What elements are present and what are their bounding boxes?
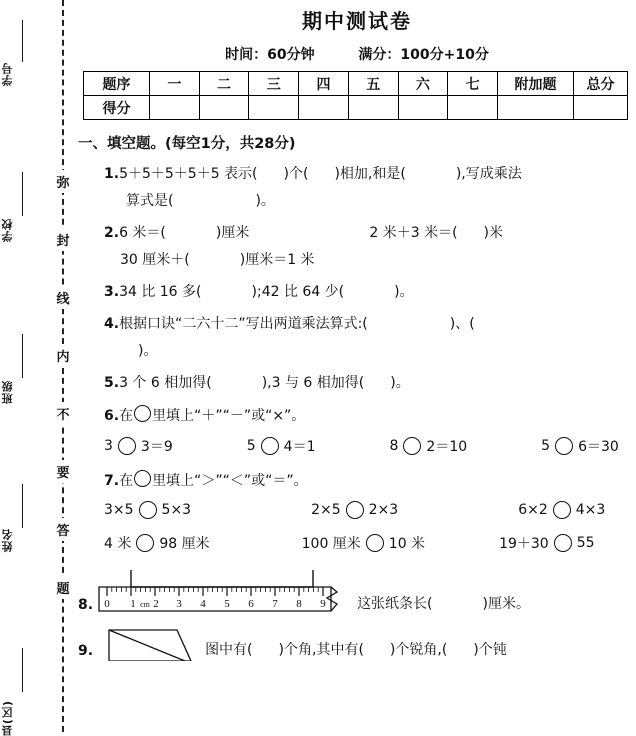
score-cell[interactable] — [448, 96, 498, 120]
q7-item-right: 98 厘米 — [159, 536, 210, 552]
q7-item — [104, 533, 210, 553]
q7-item-right: 10 米 — [388, 536, 426, 552]
question-1-line2 — [126, 191, 636, 212]
ruler-tick-6: 6 — [248, 598, 254, 610]
table-row-scores — [84, 96, 628, 120]
question-5-text-b: ),3 与 6 相加得( — [261, 375, 365, 391]
ruler-tick-0: 0 — [104, 598, 110, 610]
question-9-tail — [205, 639, 507, 661]
spacer — [210, 533, 284, 553]
question-5-text-c: )。 — [390, 375, 410, 391]
q7-item-left: 4 米 — [104, 536, 132, 552]
q7-item-left: 3×5 — [104, 502, 134, 518]
sidebar-label-class: 班级 — [1, 380, 14, 404]
seal-char: 封 — [53, 228, 73, 251]
question-9-text-a: 图中有( — [205, 642, 253, 658]
q6-item-right: 3＝9 — [140, 439, 173, 455]
question-2 — [104, 223, 636, 244]
question-3 — [104, 282, 636, 303]
question-8-tail — [357, 593, 530, 615]
spacer — [265, 501, 311, 519]
q6-item-right: 6＝30 — [578, 439, 619, 455]
q6-item-left: 3 — [104, 438, 113, 454]
spacer — [284, 533, 302, 553]
question-number: 6. — [104, 408, 120, 424]
comparison-circle-icon[interactable] — [134, 470, 151, 487]
question-number: 3. — [104, 284, 120, 300]
question-4-line2 — [138, 341, 636, 362]
seal-char: 要 — [53, 460, 73, 483]
ruler-tick-4: 4 — [200, 598, 206, 610]
quadrilateral-figure-icon — [93, 625, 197, 661]
question-1-text-a: 5＋5＋5＋5＋5 表示( — [119, 166, 258, 182]
score-cell[interactable] — [348, 96, 398, 120]
comparison-circle-icon[interactable] — [139, 501, 157, 519]
seal-char: 内 — [53, 344, 73, 367]
margin-rule — [22, 172, 23, 216]
q7-item-left: 19＋30 — [499, 536, 549, 552]
ruler-tick-5: 5 — [224, 598, 230, 610]
question-8 — [78, 567, 636, 615]
ruler-tick-3: 3 — [176, 598, 182, 610]
q7-item-right: 2×3 — [368, 502, 399, 518]
score-table-col-4: 四 — [299, 72, 349, 96]
score-cell[interactable] — [199, 96, 249, 120]
question-4-text-a: 根据口诀“二六十二”写出两道乘法算式:( — [119, 316, 368, 332]
question-9-text-b: )个角,其中有( — [278, 642, 364, 658]
comparison-circle-icon[interactable] — [136, 534, 154, 552]
ruler-tick-1: 1 — [130, 598, 136, 610]
question-3-text-b: );42 比 64 少( — [251, 284, 345, 300]
left-margin-strip — [0, 0, 46, 736]
question-2-text-b: )厘米 — [215, 225, 250, 241]
question-8-text-b: )厘米。 — [482, 596, 530, 612]
seal-line — [52, 0, 74, 732]
operator-circle-icon[interactable] — [118, 437, 136, 455]
table-row-header — [84, 72, 628, 96]
score-cell[interactable] — [149, 96, 199, 120]
q7-item-right: 4×3 — [575, 502, 606, 518]
question-number: 8. — [78, 597, 94, 613]
question-6-text-a: 在 — [119, 408, 134, 424]
seal-char: 弥 — [53, 170, 73, 193]
question-2-text-f: )厘米＝1 米 — [239, 252, 315, 268]
question-7-text-b: 里填上“＞”“＜”或“＝”。 — [152, 473, 308, 489]
score-table-col-2: 二 — [199, 72, 249, 96]
question-2-line2 — [120, 250, 636, 271]
question-1-text-c: )相加,和是( — [334, 166, 406, 182]
score-cell[interactable] — [249, 96, 299, 120]
question-9-text-d: )个钝 — [473, 642, 507, 658]
ruler-tick-2: 2 — [153, 598, 159, 610]
spacer — [191, 501, 265, 519]
score-cell[interactable] — [398, 96, 448, 120]
question-4-text-c: )。 — [138, 343, 158, 359]
margin-rule — [22, 648, 23, 692]
question-4-text-b: )、( — [449, 316, 475, 332]
q7-item-right: 55 — [576, 535, 595, 551]
ruler-tick-9: 9 — [320, 598, 326, 610]
score-table-col-bonus: 附加题 — [498, 72, 574, 96]
comparison-circle-icon[interactable] — [553, 501, 571, 519]
sidebar-label-county: 县(区) — [1, 700, 14, 736]
q6-item-left: 8 — [389, 438, 399, 454]
question-2-text-e: 30 厘米＋( — [120, 252, 190, 268]
q7-item — [311, 501, 398, 519]
seal-char: 题 — [53, 576, 73, 599]
question-1-text-e: 算式是( — [126, 193, 174, 209]
score-table-col-5: 五 — [348, 72, 398, 96]
score-cell[interactable] — [299, 96, 349, 120]
ruler-tick-7: 7 — [272, 598, 278, 610]
score-table-row-label: 得分 — [84, 96, 150, 120]
question-3-text-a: 34 比 16 多( — [119, 284, 202, 300]
question-3-text-c: )。 — [394, 284, 414, 300]
q7-item-left: 100 厘米 — [301, 536, 361, 552]
comparison-circle-icon[interactable] — [366, 534, 384, 552]
seal-char: 答 — [53, 518, 73, 541]
q7-item — [499, 533, 594, 553]
spacer — [398, 501, 472, 519]
q6-item — [104, 436, 173, 456]
comparison-circle-icon[interactable] — [554, 534, 572, 552]
question-1-text-b: )个( — [283, 166, 309, 182]
question-number: 1. — [104, 166, 120, 182]
q6-item-left: 5 — [541, 438, 551, 454]
seal-char: 不 — [53, 402, 73, 425]
q7-item — [302, 533, 425, 553]
q6-item-right: 4＝1 — [283, 439, 316, 455]
ruler-tick-8: 8 — [296, 598, 302, 610]
question-9 — [78, 625, 636, 661]
question-7-row-1 — [104, 501, 636, 519]
sidebar-label-student-id: 学号 — [1, 62, 14, 86]
question-2-text-d: )米 — [483, 225, 504, 241]
score-cell[interactable] — [498, 96, 574, 120]
q6-item-right: 2＝10 — [426, 439, 468, 455]
question-9-text-c: )个锐角,( — [389, 642, 448, 658]
question-6-items — [104, 436, 636, 456]
score-table-col-3: 三 — [249, 72, 299, 96]
score-table-col-7: 七 — [448, 72, 498, 96]
question-8-text-a: 这张纸条长( — [357, 596, 433, 612]
q7-item-left: 6×2 — [518, 502, 548, 518]
operator-circle-icon[interactable] — [403, 437, 421, 455]
sidebar-label-name: 姓名 — [1, 528, 14, 552]
q7-item — [518, 501, 605, 519]
question-1-text-f: )。 — [255, 193, 275, 209]
q6-item — [247, 436, 316, 456]
seal-char: 线 — [53, 286, 73, 309]
spacer — [467, 436, 541, 456]
q7-item — [104, 501, 191, 519]
question-number: 9. — [78, 643, 94, 659]
spacer — [316, 436, 390, 456]
question-5-text-a: 3 个 6 相加得( — [119, 375, 212, 391]
score-table-row-label: 题序 — [84, 72, 150, 96]
question-7 — [104, 470, 636, 492]
question-2-text-a: 6 米＝( — [119, 225, 166, 241]
score-table-col-total: 总分 — [574, 72, 628, 96]
question-7-text-a: 在 — [119, 473, 134, 489]
score-table — [83, 71, 628, 120]
exam-meta-line — [78, 44, 636, 64]
question-4 — [104, 314, 636, 335]
margin-rule — [22, 20, 23, 62]
q7-item-left: 2×5 — [311, 502, 341, 518]
total-score-label: 满分：100分+10分 — [358, 47, 489, 63]
margin-rule — [22, 484, 23, 528]
operator-circle-icon[interactable] — [134, 405, 151, 422]
question-7-row-2 — [104, 533, 636, 553]
ruler-unit-label: cm — [140, 600, 150, 609]
spacer — [173, 436, 247, 456]
score-table-col-1: 一 — [149, 72, 199, 96]
operator-circle-icon[interactable] — [555, 437, 573, 455]
question-6-text-b: 里填上“＋”“－”或“×”。 — [152, 408, 306, 424]
ruler-icon — [95, 567, 347, 615]
q6-item — [541, 436, 619, 456]
section-heading-fill-in-blanks: 一、填空题。(每空1分，共28分) — [78, 136, 296, 152]
q7-item-right: 5×3 — [161, 502, 192, 518]
comparison-circle-icon[interactable] — [346, 501, 364, 519]
exam-sheet — [78, 0, 636, 732]
margin-rule — [22, 334, 23, 378]
question-1-text-d: ),写成乘法 — [455, 166, 522, 182]
page-title: 期中测试卷 — [302, 9, 412, 33]
question-number: 2. — [104, 225, 120, 241]
question-1 — [104, 164, 636, 185]
question-number: 7. — [104, 473, 120, 489]
question-number: 5. — [104, 375, 120, 391]
sidebar-label-school: 学校 — [1, 218, 14, 242]
q6-item — [390, 436, 468, 456]
question-6 — [104, 405, 636, 427]
time-label: 时间：60分钟 — [225, 47, 315, 63]
question-number: 4. — [104, 316, 120, 332]
q6-item-left: 5 — [246, 438, 256, 454]
score-cell[interactable] — [574, 96, 628, 120]
spacer — [472, 501, 518, 519]
question-2-text-c: 2 米＋3 米＝( — [369, 225, 458, 241]
operator-circle-icon[interactable] — [261, 437, 279, 455]
question-5 — [104, 373, 636, 394]
score-table-col-6: 六 — [398, 72, 448, 96]
spacer — [425, 533, 499, 553]
